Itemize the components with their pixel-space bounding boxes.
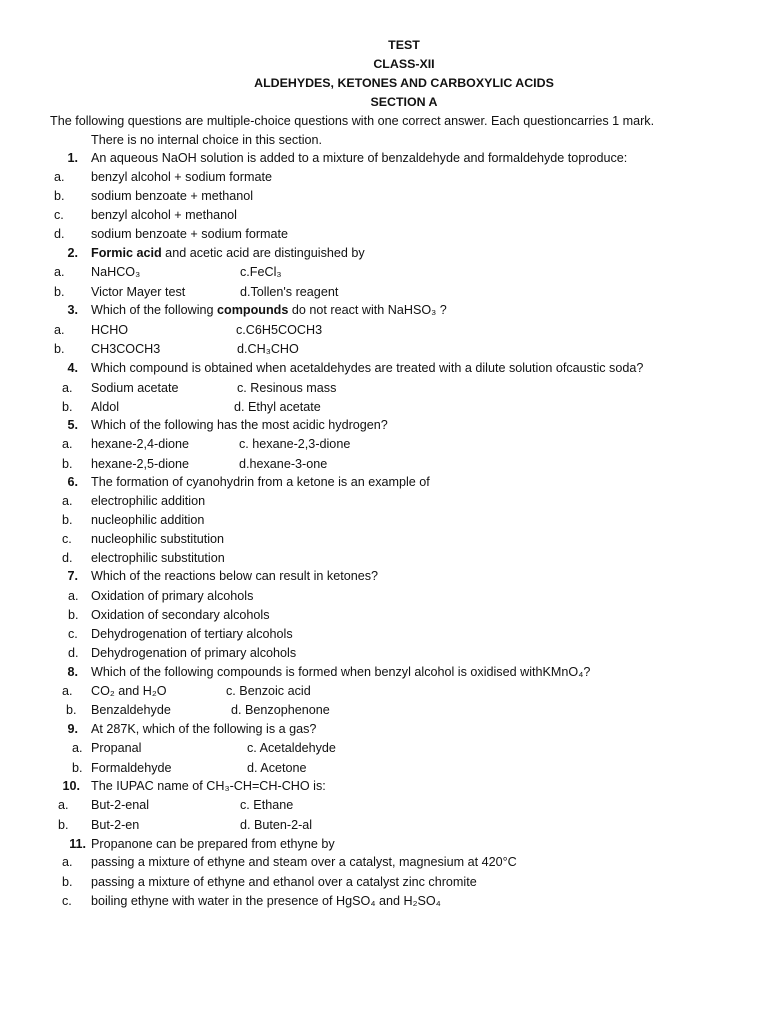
option-label: b.: [58, 818, 69, 832]
option-label: b.: [62, 513, 73, 527]
question-text: Which compound is obtained when acetaldehydes are treated with a dilute solution ofcaustic soda?: [91, 361, 644, 375]
option-label: a.: [62, 855, 73, 869]
option-text-right: c. Ethane: [240, 798, 294, 812]
question-number: 8.: [67, 665, 78, 679]
option-text-left: CO₂ and H₂O: [91, 684, 167, 698]
question-number: 7.: [67, 569, 78, 583]
option-row: [0, 398, 768, 416]
class-title: CLASS-XII: [373, 57, 435, 71]
option-text-left: hexane-2,5-dione: [91, 457, 190, 471]
option-label: d.: [68, 646, 79, 660]
instructions-line-2: There is no internal choice in this section.: [91, 133, 323, 147]
option-text: Dehydrogenation of primary alcohols: [91, 646, 297, 660]
option-label: a.: [62, 494, 73, 508]
question-7: [0, 567, 768, 585]
option-text-right: d. Acetone: [247, 761, 307, 775]
option-label: b.: [54, 189, 65, 203]
option-text-left: Formaldehyde: [91, 761, 172, 775]
question-text-pre: Which of the following: [91, 303, 217, 317]
option-text: nucleophilic substitution: [91, 532, 225, 546]
option-text-right: c.FeCl₃: [240, 265, 282, 279]
question-number: 4.: [67, 361, 78, 375]
option-text: boiling ethyne with water in the presence of HgSO₄ and H₂SO₄: [91, 894, 441, 908]
option-label: b.: [72, 761, 83, 775]
question-9: [0, 720, 768, 738]
option-text: nucleophilic addition: [91, 513, 205, 527]
option-label: a.: [68, 589, 79, 603]
option-label: d.: [62, 551, 73, 565]
option-text-right: c. Resinous mass: [237, 381, 337, 395]
option-text-right: c. Benzoic acid: [226, 684, 311, 698]
option-row: [0, 701, 768, 719]
option-label: a.: [54, 323, 65, 337]
question-10: [0, 777, 768, 795]
option-text: electrophilic addition: [91, 494, 206, 508]
question-number: 10.: [62, 779, 80, 793]
question-number: 1.: [67, 151, 78, 165]
option-label: a.: [62, 437, 73, 451]
option-text-right: c. hexane-2,3-dione: [239, 437, 351, 451]
option-row: [0, 321, 768, 339]
option-row: [0, 455, 768, 473]
option-row: [0, 873, 768, 891]
option-label: a.: [62, 381, 73, 395]
option-row: [0, 168, 768, 186]
option-row: [0, 225, 768, 243]
question-2: [0, 244, 768, 262]
option-row: [0, 853, 768, 871]
option-row: [0, 625, 768, 643]
option-label: b.: [66, 703, 77, 717]
option-label: a.: [62, 684, 73, 698]
option-row: [0, 682, 768, 700]
question-text: [91, 301, 447, 319]
option-text-left: HCHO: [91, 323, 129, 337]
option-row: [0, 587, 768, 605]
option-row: [0, 892, 768, 910]
instructions-line-1: The following questions are multiple-choice questions with one correct answer. Each questioncarries 1 mark.: [50, 114, 655, 128]
question-text-bold: compounds: [217, 303, 289, 317]
option-row: [0, 492, 768, 510]
option-text-left: CH3COCH3: [91, 342, 161, 356]
option-row: [0, 739, 768, 757]
option-text-right: d.CH₃CHO: [237, 342, 299, 356]
question-number: 9.: [67, 722, 78, 736]
option-text-right: c.C6H5COCH3: [236, 323, 323, 337]
option-label: c.: [62, 894, 72, 908]
option-row: [0, 187, 768, 205]
option-text: benzyl alcohol + methanol: [91, 208, 237, 222]
question-5: [0, 416, 768, 434]
question-text: An aqueous NaOH solution is added to a mixture of benzaldehyde and formaldehyde toproduce:: [91, 151, 628, 165]
option-text-right: c. Acetaldehyde: [247, 741, 336, 755]
option-row: [0, 644, 768, 662]
question-4: [0, 359, 768, 377]
option-label: c.: [62, 532, 72, 546]
option-label: b.: [68, 608, 79, 622]
question-text: The IUPAC name of CH₃-CH=CH-CHO is:: [91, 779, 326, 793]
option-text: Dehydrogenation of tertiary alcohols: [91, 627, 293, 641]
option-label: b.: [62, 400, 73, 414]
section-title: SECTION A: [370, 95, 438, 109]
option-row: [0, 511, 768, 529]
question-number: 2.: [67, 246, 78, 260]
option-row: [0, 340, 768, 358]
question-text-bold: Formic acid: [91, 246, 162, 260]
option-text: passing a mixture of ethyne and ethanol over a catalyst zinc chromite: [91, 875, 477, 889]
question-8: [0, 663, 768, 681]
option-text-right: d.Tollen's reagent: [240, 285, 339, 299]
option-text-left: Victor Mayer test: [91, 285, 186, 299]
option-text: passing a mixture of ethyne and steam over a catalyst, magnesium at 420°C: [91, 855, 517, 869]
option-text-left: NaHCO₃: [91, 265, 141, 279]
option-label: c.: [68, 627, 78, 641]
option-text-left: But-2-enal: [91, 798, 150, 812]
option-label: a.: [54, 265, 65, 279]
question-text: Which of the following compounds is formed when benzyl alcohol is oxidised withKMnO₄?: [91, 665, 591, 679]
question-11: [0, 835, 768, 853]
option-text: benzyl alcohol + sodium formate: [91, 170, 272, 184]
option-row: [0, 759, 768, 777]
option-label: b.: [62, 875, 73, 889]
option-text-left: But-2-en: [91, 818, 140, 832]
option-text-left: Sodium acetate: [91, 381, 179, 395]
option-text-right: d. Buten-2-al: [240, 818, 313, 832]
option-row: [0, 206, 768, 224]
option-text: Oxidation of secondary alcohols: [91, 608, 270, 622]
question-number: 3.: [67, 303, 78, 317]
question-number: 6.: [67, 475, 78, 489]
question-text-rest: and acetic acid are distinguished by: [161, 246, 365, 260]
question-text: Propanone can be prepared from ethyne by: [91, 837, 335, 851]
option-label: b.: [54, 285, 65, 299]
option-row: [0, 549, 768, 567]
question-1: [0, 149, 768, 167]
question-number: 11.: [69, 837, 86, 851]
option-text-right: d.hexane-3-one: [239, 457, 328, 471]
option-label: d.: [54, 227, 65, 241]
option-row: [0, 263, 768, 281]
question-text: Which of the reactions below can result in ketones?: [91, 569, 379, 583]
question-3: [0, 301, 768, 319]
option-text: Oxidation of primary alcohols: [91, 589, 254, 603]
option-text-left: hexane-2,4-dione: [91, 437, 190, 451]
option-row: [0, 606, 768, 624]
option-label: a.: [72, 741, 83, 755]
option-row: [0, 379, 768, 397]
option-text: electrophilic substitution: [91, 551, 225, 565]
question-text: Which of the following has the most acidic hydrogen?: [91, 418, 388, 432]
option-label: c.: [54, 208, 64, 222]
option-text: sodium benzoate + sodium formate: [91, 227, 289, 241]
option-text-right: d. Ethyl acetate: [234, 400, 321, 414]
question-number: 5.: [67, 418, 78, 432]
option-label: a.: [54, 170, 65, 184]
question-text: The formation of cyanohydrin from a ketone is an example of: [91, 475, 430, 489]
option-text-left: Propanal: [91, 741, 142, 755]
question-text-rest: do not react with NaHSO₃ ?: [288, 303, 447, 317]
question-text: [91, 244, 365, 262]
option-label: b.: [62, 457, 73, 471]
option-text-left: Benzaldehyde: [91, 703, 171, 717]
option-row: [0, 816, 768, 834]
option-text-right: d. Benzophenone: [231, 703, 330, 717]
option-row: [0, 530, 768, 548]
option-label: b.: [54, 342, 65, 356]
option-text: sodium benzoate + methanol: [91, 189, 254, 203]
option-row: [0, 283, 768, 301]
test-title: TEST: [388, 38, 420, 52]
question-text: At 287K, which of the following is a gas?: [91, 722, 317, 736]
question-6: [0, 473, 768, 491]
option-label: a.: [58, 798, 69, 812]
option-text-left: Aldol: [91, 400, 120, 414]
option-row: [0, 796, 768, 814]
option-row: [0, 435, 768, 453]
chapter-title: ALDEHYDES, KETONES AND CARBOXYLIC ACIDS: [254, 76, 554, 90]
